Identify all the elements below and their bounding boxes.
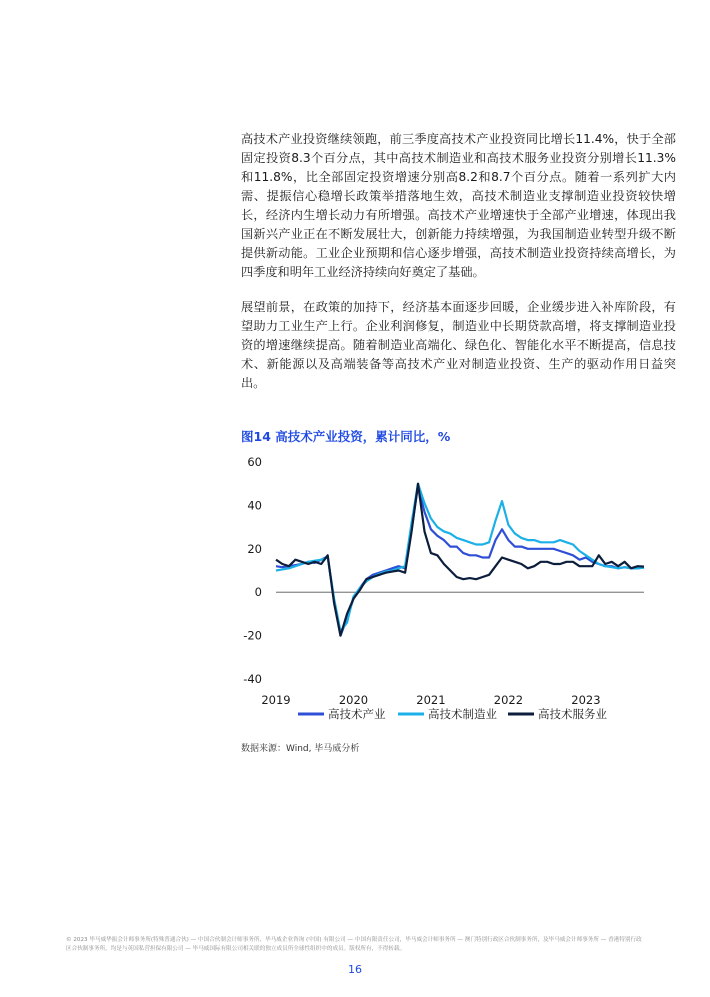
- copyright-footer: © 2023 毕马威华振会计师事务所(特殊普通合伙) — 中国合伙制会计师事务所，毕马威企业咨询 (中国) 有限公司 — 中国有限责任公司，毕马威会计师事务所 — 澳门特别行政区合伙制事务所，及毕马威会计师事务所 — 香港特别行政区合伙制事务所，均是与英国私营担保有限公司 — 毕马威国际有限公司相关联的独立成员所全球性组织中的成员。版权所有，不得转载。: [66, 937, 642, 952]
- x-tick-label: 2019: [261, 693, 291, 707]
- line-chart: [236, 448, 656, 730]
- paragraph-2: 展望前景，在政策的加持下，经济基本面逐步回暖，企业缓步进入补库阶段，有望助力工业生产上行。企业利润修复，制造业中长期贷款高增，将支撑制造业投资的增速继续提高。随着制造业高端化、绿色化、智能化水平不断提高，信息技术、新能源以及高端装备等高技术产业对制造业投资、生产的驱动作用日益突出。: [241, 300, 676, 390]
- data-source: 数据来源：Wind, 毕马威分析: [241, 744, 360, 754]
- y-tick-label: -40: [243, 672, 262, 686]
- y-tick-label: 60: [247, 455, 262, 469]
- figure-title: 图14 高技术产业投资，累计同比，%: [241, 429, 451, 444]
- x-tick-label: 2022: [493, 693, 524, 707]
- legend-label: 高技术制造业: [428, 707, 497, 721]
- y-tick-label: 20: [247, 541, 262, 556]
- legend-label: 高技术产业: [328, 707, 386, 721]
- series-line-2: [276, 484, 644, 632]
- y-tick-label: 0: [254, 585, 262, 600]
- legend-label: 高技术服务业: [538, 707, 607, 721]
- x-tick-label: 2021: [416, 693, 446, 707]
- y-tick-label: 40: [247, 498, 262, 513]
- y-tick-label: -20: [243, 628, 262, 643]
- x-tick-label: 2020: [338, 693, 369, 707]
- page-number: 16: [348, 963, 362, 976]
- chart-axes: [243, 455, 644, 707]
- paragraph-1: 高技术产业投资继续领跑，前三季度高技术产业投资同比增长11.4%，快于全部固定投资8.3个百分点，其中高技术制造业和高技术服务业投资分别增长11.3%和11.8%，比全部固定投资增速分别高8.2和8.7个百分点。随着一系列扩大内需、提振信心稳增长政策举措落地生效，高技术制造业支撑制造业投资较快增长，经济内生增长动力有所增强。高技术产业增速快于全部产业增速，体现出我国新兴产业正在不断发展壮大，创新能力持续增强，为我国制造业转型升级不断提供新动能。工业企业预期和信心逐步增强，高技术制造业投资持续高增长，为四季度和明年工业经济持续向好奠定了基础。: [241, 132, 676, 279]
- chart-series: [276, 484, 644, 636]
- x-tick-label: 2023: [571, 693, 601, 707]
- series-line-1: [276, 486, 644, 636]
- chart-legend: [298, 707, 607, 721]
